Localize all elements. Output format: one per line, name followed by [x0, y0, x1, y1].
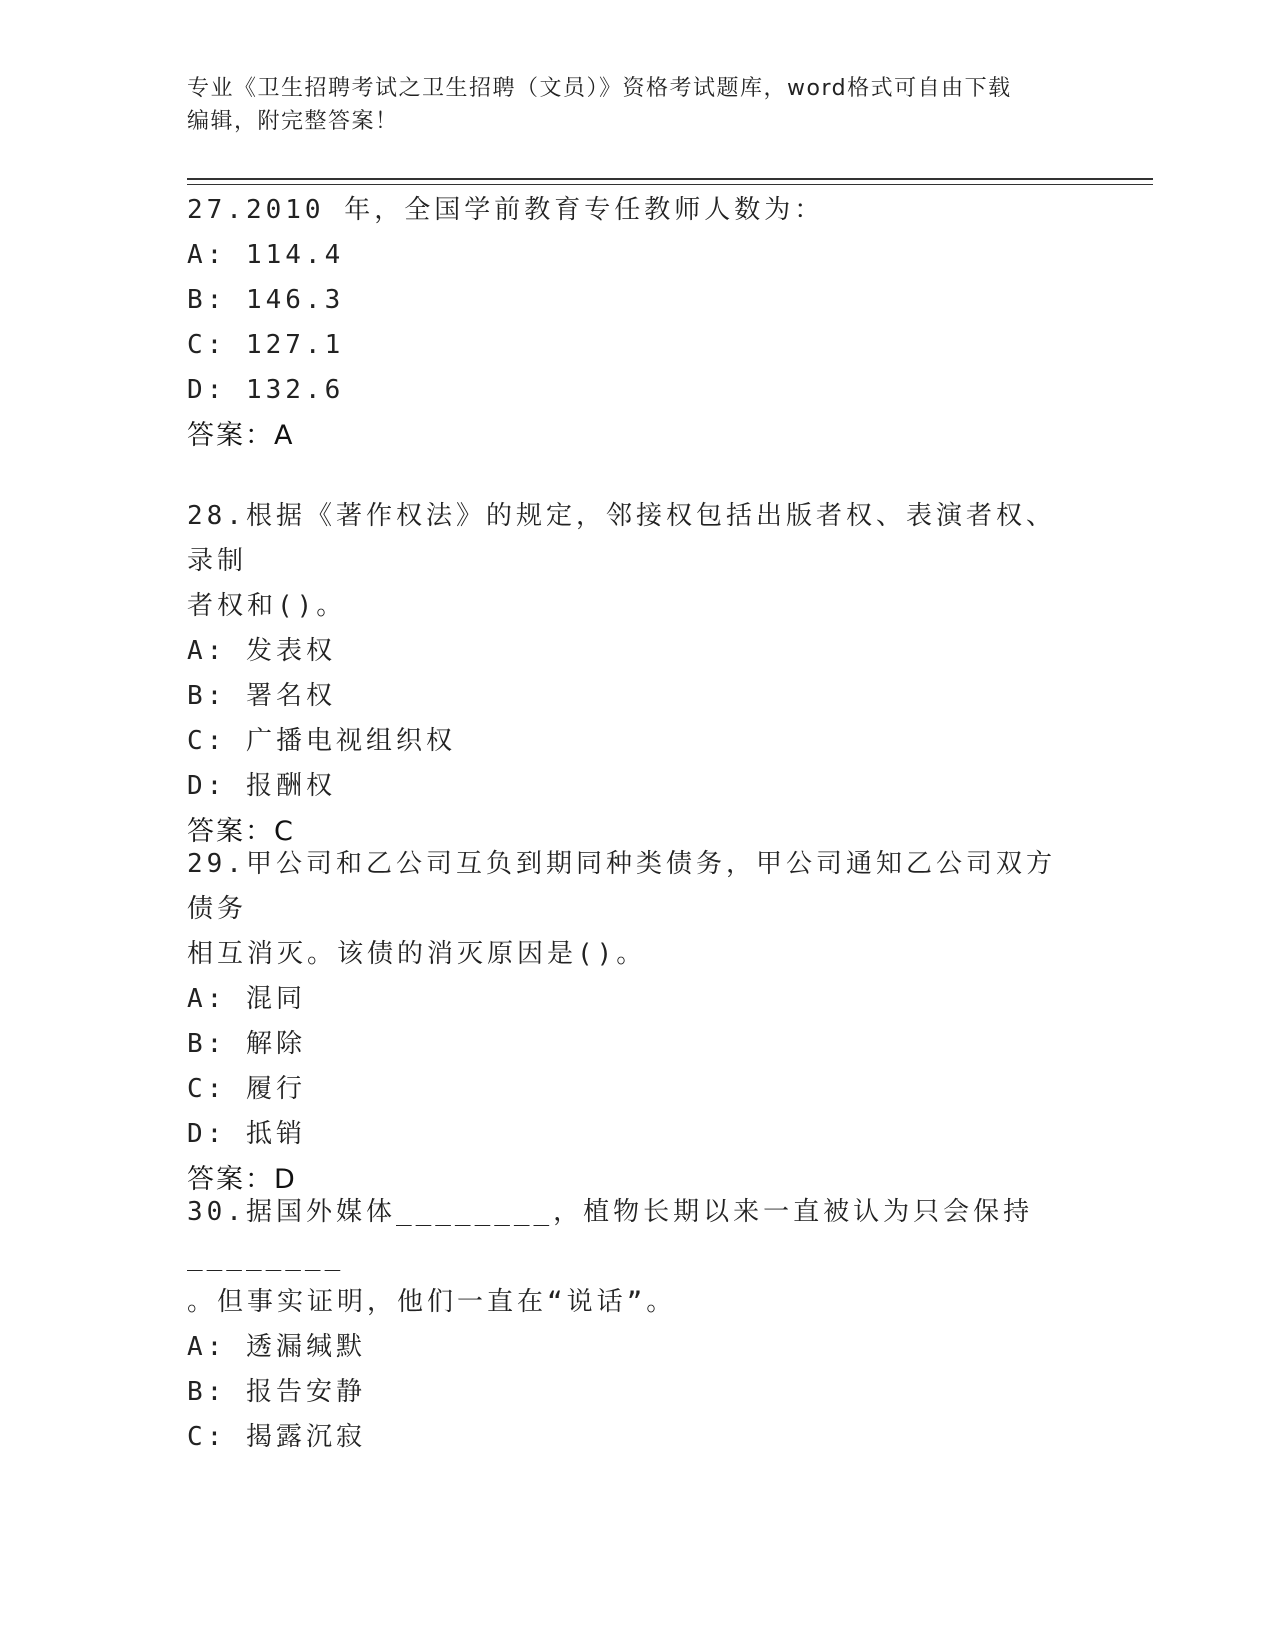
option-d: D: 报酬权 — [187, 771, 336, 801]
option-b: B: 署名权 — [187, 681, 336, 711]
option-a: A: 114.4 — [187, 240, 345, 270]
option-b: B: 解除 — [187, 1029, 306, 1059]
option-b: B: 报告安静 — [187, 1377, 366, 1407]
question-stem-line-2: 。但事实证明，他们一直在“说话”。 — [187, 1287, 677, 1317]
option-c: C: 揭露沉寂 — [187, 1422, 366, 1452]
option-d: D: 抵销 — [187, 1119, 306, 1149]
option-a: A: 混同 — [187, 984, 306, 1014]
question-stem-line-2: 相互消灭。该债的消灭原因是()。 — [187, 939, 647, 969]
option-c: C: 广播电视组织权 — [187, 726, 456, 756]
header-divider-thin — [187, 184, 1153, 185]
answer: 答案：D — [187, 1164, 297, 1195]
option-c: C: 127.1 — [187, 330, 345, 360]
option-b: B: 146.3 — [187, 285, 345, 315]
question-30 — [187, 1190, 1067, 1460]
option-a: A: 发表权 — [187, 636, 336, 666]
header-line-1: 专业《卫生招聘考试之卫生招聘（文员）》资格考试题库，word格式可自由下载 — [187, 76, 1012, 101]
question-stem: 27.2010 年，全国学前教育专任教师人数为： — [187, 195, 825, 225]
question-28 — [187, 494, 1067, 854]
answer: 答案：C — [187, 816, 295, 847]
question-29 — [187, 842, 1067, 1202]
option-c: C: 履行 — [187, 1074, 306, 1104]
question-stem-line-2: 者权和()。 — [187, 591, 347, 621]
question-27 — [187, 188, 1067, 458]
option-a: A: 透漏缄默 — [187, 1332, 366, 1362]
question-stem-line-1: 29.甲公司和乙公司互负到期同种类债务，甲公司通知乙公司双方债务 — [187, 849, 1056, 924]
option-d: D: 132.6 — [187, 375, 345, 405]
header-divider-thick — [187, 178, 1153, 180]
header-line-2: 编辑，附完整答案！ — [187, 109, 399, 134]
document-header — [187, 72, 1067, 138]
question-stem-line-1: 30.据国外媒体________，植物长期以来一直被认为只会保持________ — [187, 1197, 1034, 1272]
answer: 答案：A — [187, 420, 295, 451]
question-stem-line-1: 28.根据《著作权法》的规定，邻接权包括出版者权、表演者权、录制 — [187, 501, 1056, 576]
